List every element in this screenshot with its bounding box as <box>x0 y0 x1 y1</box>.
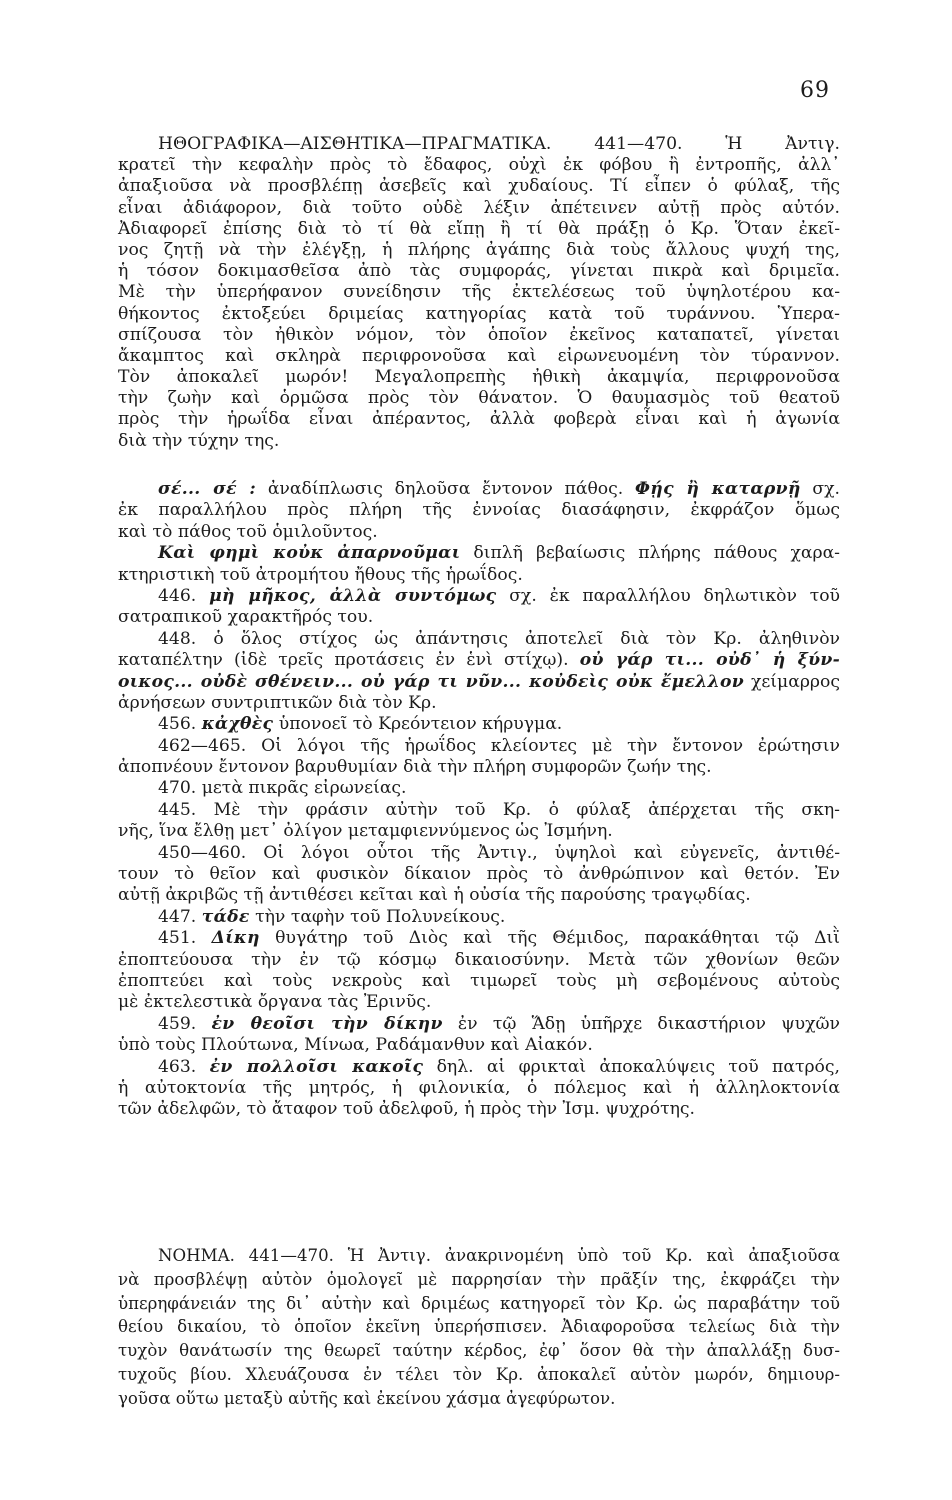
text-segment: ἀποπνέουν ἔντονον βαρυθυμίαν διὰ τὴν πλήρη συμφορῶν ζωήν της. <box>118 757 712 778</box>
text-line <box>118 629 840 650</box>
lemma-quote: μὴ μῆκος, ἀλλὰ συντόμως <box>209 585 497 606</box>
commentary-line-notes <box>118 479 840 1121</box>
text-line <box>118 219 840 240</box>
text-segment: θήκοντος ἐκτοξεύει δριμείας κατηγορίας κατὰ τοῦ τυράννου. Ὑπερα- <box>118 303 840 324</box>
text-line <box>118 1099 840 1120</box>
text-line <box>118 1078 840 1099</box>
text-line <box>118 1363 840 1387</box>
text-segment: μὲ ἐκτελεστικὰ ὄργανα τὰς Ἐρινῦς. <box>118 992 432 1013</box>
text-segment: νὰ προσβλέψῃ αὐτὸν ὁμολογεῖ μὲ παρρησίαν τὴν πρᾶξίν της, ἐκφράζει τὴν <box>118 1269 840 1289</box>
lemma-quote: Δίκη <box>211 928 260 949</box>
text-line <box>118 864 840 885</box>
text-segment: ἀρνήσεων συντριπτικῶν διὰ τὸν Κρ. <box>118 692 437 713</box>
text-segment: ἄκαμπτος καὶ σκληρὰ περιφρονοῦσα καὶ εἰρωνευομένη τὸν τύραννον. <box>118 345 840 366</box>
text-segment: ἀπαξιοῦσα νὰ προσβλέπῃ ἀσεβεῖς καὶ χυδαίους. Τί εἶπεν ὁ φύλαξ, τῆς <box>118 176 840 197</box>
text-segment: 470. μετὰ πικρᾶς εἰρωνείας. <box>158 778 407 799</box>
text-segment: ἐν τῷ Ἅδῃ ὑπῆρχε δικαστήριον ψυχῶν <box>442 1013 841 1034</box>
text-line <box>118 1057 840 1078</box>
text-segment: Ἀδιαφορεῖ ἐπίσης διὰ τὸ τί θὰ εἴπῃ ἢ τί θὰ πράξῃ ὁ Κρ. Ὅταν ἐκεῖ- <box>118 218 840 239</box>
text-segment: διὰ τὴν τύχην της. <box>118 430 280 451</box>
text-segment: 450—460. Οἱ λόγοι οὗτοι τῆς Ἀντιγ., ὑψηλοὶ καὶ εὐγενεῖς, ἀντιθέ- <box>158 842 840 863</box>
lemma-quote: οικος... οὐδὲ σθένειν... οὐ γάρ τι νῦν... κοὐδεὶς οὐκ ἔμελλον <box>118 671 744 692</box>
text-segment: αὐτῇ ἀκριβῶς τῇ ἀντιθέσει κεῖται καὶ ἡ οὐσία τῆς παρούσης τραγῳδίας. <box>118 885 751 906</box>
text-line <box>118 543 840 564</box>
text-segment: ἡ αὐτοκτονία τῆς μητρός, ἡ φιλονικία, ὁ πόλεμος καὶ ἡ ἀλληλοκτονία <box>118 1077 840 1098</box>
text-line <box>118 821 840 842</box>
text-line <box>118 479 840 500</box>
text-line <box>118 757 840 778</box>
text-segment: γοῦσα οὕτω μεταξὺ αὐτῆς καὶ ἐκείνου χάσμα ἀγεφύρωτον. <box>118 1388 616 1408</box>
text-segment: ὑπονοεῖ τὸ Κρεόντειον κήρυγμα. <box>273 714 563 735</box>
text-segment: καὶ τὸ πάθος τοῦ ὁμιλοῦντος. <box>118 521 378 542</box>
text-segment: τυχὸν θανάτωσίν της θεωρεῖ ταύτην κέρδος, ἐφ᾽ ὅσον θὰ τὴν ἀπαλλάξῃ δυσ- <box>118 1341 840 1361</box>
text-line <box>118 971 840 992</box>
text-line <box>118 1387 840 1411</box>
text-line <box>118 134 840 155</box>
text-line <box>118 1292 840 1316</box>
text-line <box>118 950 840 971</box>
text-segment: εἶναι ἀδιάφορον, διὰ τοῦτο οὐδὲ λέξιν ἀπέτεινεν αὐτῇ πρὸς αὐτόν. <box>118 197 840 218</box>
text-line <box>118 431 840 452</box>
text-segment: ἐποπτεύει καὶ τοὺς νεκροὺς καὶ τιμωρεῖ τοὺς μὴ σεβομένους αὐτοὺς <box>118 970 840 991</box>
text-line <box>118 565 840 586</box>
text-line <box>118 885 840 906</box>
text-line <box>118 1035 840 1056</box>
text-segment: θυγάτηρ τοῦ Διὸς καὶ τῆς Θέμιδος, παρακάθηται τῷ Διῒ <box>259 928 840 949</box>
text-segment: τὴν ταφὴν τοῦ Πολυνείκους. <box>249 906 506 927</box>
text-line <box>118 198 840 219</box>
text-line <box>118 282 840 303</box>
lemma-quote: τάδε <box>201 906 250 927</box>
text-line <box>118 346 840 367</box>
text-segment: Τὸν ἀποκαλεῖ μωρόν! Μεγαλοπρεπὴς ἠθικὴ ἀκαμψία, περιφρονοῦσα <box>118 367 840 388</box>
text-line <box>118 800 840 821</box>
text-segment: σχ. <box>800 479 840 499</box>
text-segment: καταπέλτην (ἰδὲ τρεῖς προτάσεις ἐν ἑνὶ στίχῳ). <box>118 650 580 671</box>
text-segment: ΝΟΗΜΑ. 441—470. Ἡ Ἀντιγ. ἀνακρινομένη ὑπὸ τοῦ Κρ. καὶ ἀπαξιοῦσα <box>158 1246 840 1265</box>
text-line <box>118 1244 840 1268</box>
text-segment: χείμαρρος <box>744 671 840 692</box>
text-line <box>118 1268 840 1292</box>
text-segment: τουν τὸ θεῖον καὶ φυσικὸν δίκαιον πρὸς τὸ ἀνθρώπινον καὶ θετόν. Ἐν <box>118 864 840 885</box>
text-segment: ΗΘΟΓΡΑΦΙΚΑ—ΑΙΣΘΗΤΙΚΑ—ΠΡΑΓΜΑΤΙΚΑ. 441—470. Ἡ Ἀντιγ. <box>158 134 840 154</box>
lemma-quote: σέ... σέ : <box>158 479 257 499</box>
text-segment: 448. ὁ ὅλος στίχος ὡς ἀπάντησις ἀποτελεῖ διὰ τὸν Κρ. ἀληθινὸν <box>158 628 840 649</box>
text-segment: 446. <box>158 585 210 606</box>
text-line <box>118 778 840 799</box>
text-segment: πρὸς τὴν ἡρωΐδα εἶναι ἀπέραντος, ἀλλὰ φοβερὰ εἶναι καὶ ἡ ἀγωνία <box>118 409 840 430</box>
text-line <box>118 240 840 261</box>
text-line <box>118 176 840 197</box>
text-line <box>118 843 840 864</box>
text-line <box>118 607 840 628</box>
text-line <box>118 928 840 949</box>
text-line <box>118 736 840 757</box>
text-line <box>118 367 840 388</box>
text-segment: Μὲ τὴν ὑπερήφανον συνείδησιν τῆς ἐκτελέσεως τοῦ ὑψηλοτέρου κα- <box>118 282 840 303</box>
text-segment: ἡ τόσον δοκιμασθεῖσα ἀπὸ τὰς συμφοράς, γίνεται πικρὰ καὶ δριμεῖα. <box>118 261 840 282</box>
text-line <box>118 1014 840 1035</box>
text-segment: 456. <box>158 714 202 735</box>
text-line <box>118 586 840 607</box>
text-line <box>118 409 840 430</box>
text-line <box>118 992 840 1013</box>
text-line <box>118 1315 840 1339</box>
text-line <box>118 155 840 176</box>
text-line <box>118 1339 840 1363</box>
text-segment: τῶν ἀδελφῶν, τὸ ἄταφον τοῦ ἀδελφοῦ, ἡ πρὸς τὴν Ἰσμ. ψυχρότης. <box>118 1099 696 1120</box>
text-segment: ἐποπτεύουσα τὴν ἐν τῷ κόσμῳ δικαιοσύνην. Μετὰ τῶν χθονίων θεῶν <box>118 949 840 970</box>
text-segment: ἀναδίπλωσις δηλοῦσα ἔντονον πάθος. <box>256 479 635 499</box>
lemma-quote: ἐν πολλοῖσι κακοῖς <box>209 1056 424 1077</box>
commentary-meaning-summary <box>118 1244 840 1411</box>
lemma-quote: ἐν θεοῖσι τὴν δίκην <box>211 1013 443 1034</box>
text-line <box>118 693 840 714</box>
text-segment: 463. <box>158 1056 210 1077</box>
lemma-quote: κἀχθὲς <box>201 714 274 735</box>
text-line <box>118 500 840 521</box>
text-line <box>118 672 840 693</box>
text-segment: κτηριστικὴ τοῦ ἀτρομήτου ἤθους τῆς ἡρωΐδος. <box>118 564 523 585</box>
text-segment: νῆς, ἵνα ἔλθῃ μετ᾽ ὀλίγον μεταμφιεννύμενος ὡς Ἰσμήνη. <box>118 821 613 842</box>
commentary-character-aesthetics <box>118 134 840 452</box>
text-segment: δηλ. αἱ φρικταὶ ἀποκαλύψεις τοῦ πατρός, <box>423 1056 840 1077</box>
text-segment: τυχοῦς βίου. Χλευάζουσα ἐν τέλει τὸν Κρ. ἀποκαλεῖ αὐτὸν μωρόν, δημιουρ- <box>118 1364 840 1384</box>
page-number: 69 <box>800 78 830 103</box>
text-line <box>118 388 840 409</box>
text-segment: θείου δικαίου, τὸ ὁποῖον ἐκεῖνη ὑπερήσπισεν. Ἀδιαφοροῦσα τελείως διὰ τὴν <box>118 1317 840 1337</box>
lemma-quote: Καὶ φημὶ κοὐκ ἀπαρνοῦμαι <box>158 543 461 564</box>
text-segment: 445. Μὲ τὴν φράσιν αὐτὴν τοῦ Κρ. ὁ φύλαξ ἀπέρχεται τῆς σκη- <box>158 799 840 820</box>
text-line <box>118 325 840 346</box>
text-line <box>118 650 840 671</box>
text-segment: σατραπικοῦ χαρακτῆρός του. <box>118 607 374 628</box>
text-line <box>118 907 840 928</box>
text-segment: κρατεῖ τὴν κεφαλὴν πρὸς τὸ ἔδαφος, οὐχὶ ἐκ φόβου ἢ ἐντροπῆς, ἀλλ᾽ <box>118 155 840 176</box>
text-segment: νος ζητῇ νὰ τὴν ἐλέγξῃ, ἡ πλήρης ἀγάπης διὰ τοὺς ἄλλους ψυχή της, <box>118 239 840 260</box>
text-line <box>118 714 840 735</box>
text-line <box>118 261 840 282</box>
text-segment: διπλῆ βεβαίωσις πλήρης πάθους χαρα- <box>460 543 840 564</box>
text-segment: σπίζουσα τὸν ἠθικὸν νόμον, τὸν ὁποῖον ἐκεῖνος καταπατεῖ, γίνεται <box>118 324 840 345</box>
text-segment: τὴν ζωὴν καὶ ὁρμῶσα πρὸς τὸν θάνατον. Ὁ θαυμασμὸς τοῦ θεατοῦ <box>118 388 840 409</box>
lemma-quote: οὐ γάρ τι... οὐδ᾽ ἡ ξύν- <box>579 650 841 671</box>
text-line <box>118 304 840 325</box>
text-segment: ὑπὸ τοὺς Πλούτωνα, Μίνωα, Ραδάμανθυν καὶ Αἰακόν. <box>118 1035 593 1056</box>
text-line <box>118 522 840 543</box>
text-segment: ἐκ παραλλήλου πρὸς πλήρη τῆς ἐννοίας διασάφησιν, ἐκφράζον ὅμως <box>118 500 840 521</box>
text-segment: ὑπερηφάνειάν της δι᾽ αὐτὴν καὶ δριμέως κατηγορεῖ τὸν Κρ. ὡς παραβάτην τοῦ <box>118 1293 840 1313</box>
text-segment: σχ. ἐκ παραλλήλου δηλωτικὸν τοῦ <box>496 585 840 606</box>
text-segment: 447. <box>158 906 202 927</box>
text-segment: 451. <box>158 928 212 949</box>
text-segment: 462—465. Οἱ λόγοι τῆς ἡρωΐδος κλείοντες μὲ τὴν ἔντονον ἐρώτησιν <box>158 735 840 756</box>
lemma-quote: Φῄς ἢ καταρνῇ <box>635 479 801 499</box>
text-segment: 459. <box>158 1013 212 1034</box>
